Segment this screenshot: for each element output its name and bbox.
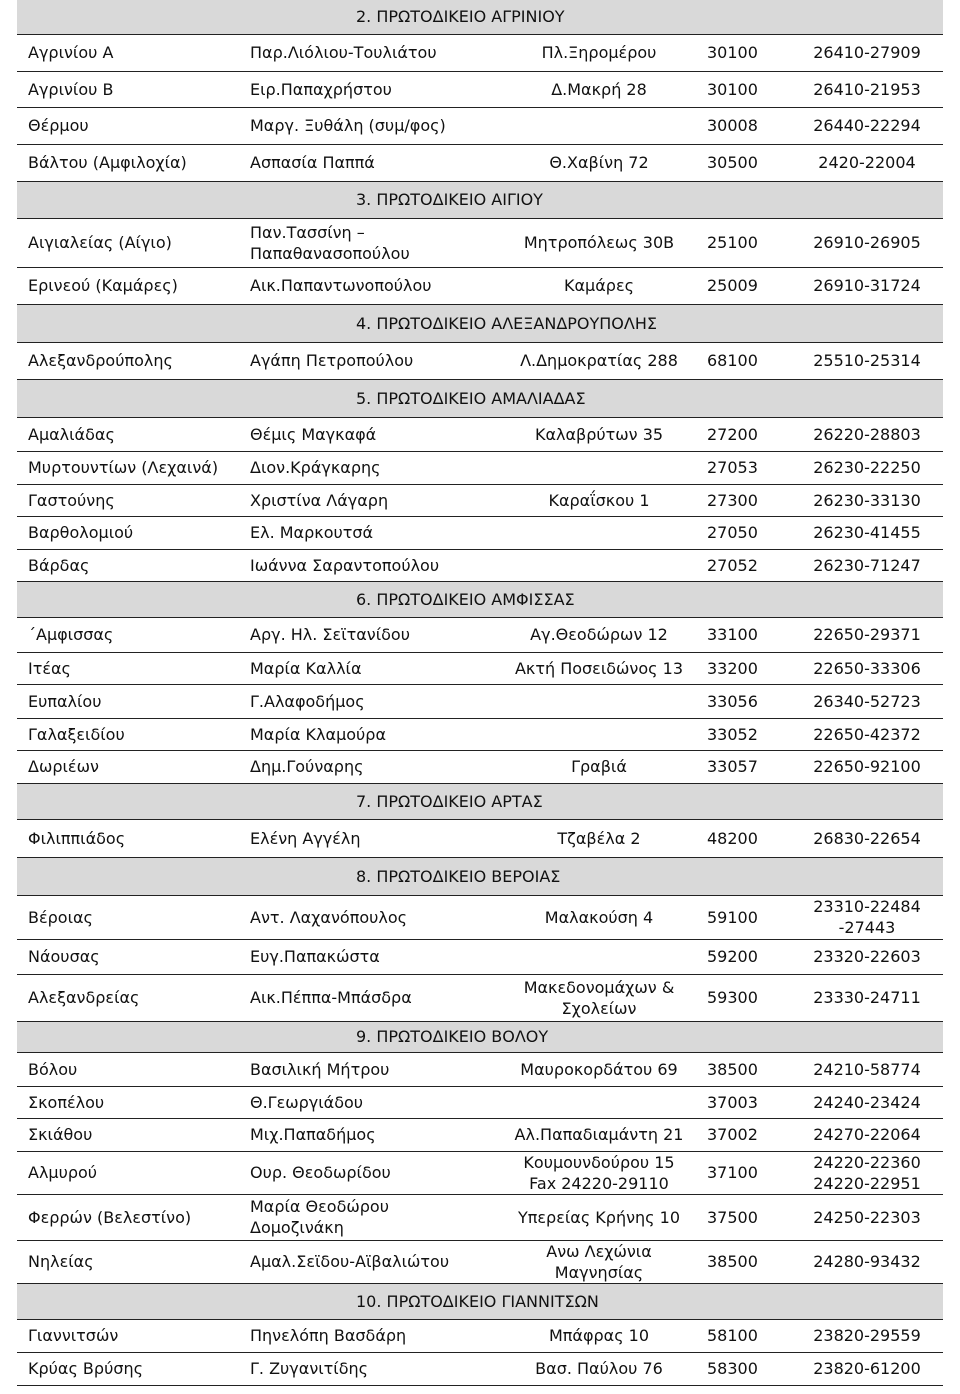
court-section-title: 8. ΠΡΩΤΟΔΙΚΕΙΟ ΒΕΡΟΙΑΣ [17, 857, 943, 895]
name-cell: Μαργ. Ξυθάλη (συμ/φος) [239, 107, 499, 144]
address-cell: Καλαβρύτων 35 [499, 417, 699, 451]
name-cell: Αργ. Ηλ. Σεϊτανίδου [239, 617, 499, 652]
phone-cell: 23820-29559 [791, 1319, 943, 1352]
name-cell: Γ. Ζυγανιτίδης [239, 1352, 499, 1385]
address-cell: Λ.Δημοκρατίας 288 [499, 342, 699, 379]
table-row [17, 267, 943, 304]
office-cell: Βόλου [17, 1052, 239, 1086]
name-cell: Αγάπη Πετροπούλου [239, 342, 499, 379]
address-cell: Δ.Μακρή 28 [499, 71, 699, 107]
court-section-title: 2. ΠΡΩΤΟΔΙΚΕΙΟ ΑΓΡΙΝΙΟΥ [17, 0, 943, 34]
zip-cell: 30100 [699, 71, 791, 107]
address-cell: Πλ.Ξηρομέρου [499, 34, 699, 71]
name-cell: Μαρία Θεοδώρου Δομοζινάκη [239, 1194, 499, 1240]
table-row [17, 484, 943, 516]
phone-cell: 26830-22654 [791, 819, 943, 857]
office-cell: Γαλαξειδίου [17, 718, 239, 750]
court-section-title: 3. ΠΡΩΤΟΔΙΚΕΙΟ ΑΙΓΙΟΥ [17, 181, 943, 218]
phone-cell: 26910-26905 [791, 218, 943, 267]
phone-cell: 22650-33306 [791, 652, 943, 684]
address-cell: Καραΐσκου 1 [499, 484, 699, 516]
name-cell: Ελένη Αγγέλη [239, 819, 499, 857]
phone-cell: 26910-31724 [791, 267, 943, 304]
address-cell [499, 549, 699, 581]
address-cell: Τζαβέλα 2 [499, 819, 699, 857]
table-row [17, 1118, 943, 1151]
office-cell: Αμαλιάδας [17, 417, 239, 451]
court-directory [17, 0, 943, 1386]
table-row [17, 107, 943, 144]
name-cell: Διον.Κράγκαρης [239, 451, 499, 484]
table-row [17, 516, 943, 549]
name-cell: Αντ. Λαχανόπουλος [239, 895, 499, 939]
name-cell: Μαρία Καλλία [239, 652, 499, 684]
zip-cell: 30500 [699, 144, 791, 181]
table-row [17, 1194, 943, 1240]
phone-cell: 26340-52723 [791, 684, 943, 718]
table-row [17, 1240, 943, 1283]
zip-cell: 37002 [699, 1118, 791, 1151]
court-section-header [17, 304, 943, 342]
phone-cell: 24280-93432 [791, 1240, 943, 1283]
zip-cell: 59300 [699, 974, 791, 1021]
zip-cell: 33100 [699, 617, 791, 652]
phone-cell: 26410-21953 [791, 71, 943, 107]
zip-cell: 48200 [699, 819, 791, 857]
address-cell: Ανω Λεχώνια Μαγνησίας [499, 1240, 699, 1283]
court-section-header [17, 181, 943, 218]
table-row [17, 1052, 943, 1086]
phone-cell: 24270-22064 [791, 1118, 943, 1151]
zip-cell: 38500 [699, 1240, 791, 1283]
table-row [17, 819, 943, 857]
zip-cell: 59100 [699, 895, 791, 939]
office-cell: Δωριέων [17, 750, 239, 783]
court-section-header [17, 783, 943, 819]
phone-cell: 22650-92100 [791, 750, 943, 783]
office-cell: Μυρτουντίων (Λεχαινά) [17, 451, 239, 484]
court-section-header [17, 1283, 943, 1319]
address-cell: Ακτή Ποσειδώνος 13 [499, 652, 699, 684]
name-cell: Ελ. Μαρκουτσά [239, 516, 499, 549]
office-cell: Ευπαλίου [17, 684, 239, 718]
office-cell: Σκοπέλου [17, 1086, 239, 1118]
phone-cell: 22650-42372 [791, 718, 943, 750]
address-cell: Καμάρες [499, 267, 699, 304]
address-cell: Θ.Χαβίνη 72 [499, 144, 699, 181]
phone-cell: 23330-24711 [791, 974, 943, 1021]
office-cell: Ερινεού (Καμάρες) [17, 267, 239, 304]
zip-cell: 37100 [699, 1151, 791, 1194]
table-row [17, 549, 943, 581]
table-row [17, 684, 943, 718]
address-cell [499, 451, 699, 484]
name-cell: Ουρ. Θεοδωρίδου [239, 1151, 499, 1194]
name-cell: Μαρία Κλαμούρα [239, 718, 499, 750]
name-cell: Παν.Τασσίνη – Παπαθανασοπούλου [239, 218, 499, 267]
phone-cell: 24210-58774 [791, 1052, 943, 1086]
zip-cell: 37003 [699, 1086, 791, 1118]
zip-cell: 30008 [699, 107, 791, 144]
address-cell: Κουμουνδούρου 15 Fax 24220-29110 [499, 1151, 699, 1194]
address-cell: Μητροπόλεως 30Β [499, 218, 699, 267]
table-row [17, 451, 943, 484]
court-section-header [17, 581, 943, 617]
name-cell: Ιωάννα Σαραντοπούλου [239, 549, 499, 581]
phone-cell: 26230-41455 [791, 516, 943, 549]
zip-cell: 30100 [699, 34, 791, 71]
phone-cell: 26230-33130 [791, 484, 943, 516]
name-cell: Χριστίνα Λάγαρη [239, 484, 499, 516]
table-row [17, 895, 943, 939]
office-cell: Βέροιας [17, 895, 239, 939]
name-cell: Δημ.Γούναρης [239, 750, 499, 783]
address-cell: Μακεδονομάχων & Σχολείων [499, 974, 699, 1021]
office-cell: ΄Αμφισσας [17, 617, 239, 652]
zip-cell: 27050 [699, 516, 791, 549]
phone-cell: 26440-22294 [791, 107, 943, 144]
table-row [17, 652, 943, 684]
table-row [17, 342, 943, 379]
office-cell: Αιγιαλείας (Αίγιο) [17, 218, 239, 267]
court-section-title: 6. ΠΡΩΤΟΔΙΚΕΙΟ ΑΜΦΙΣΣΑΣ [17, 581, 943, 617]
phone-cell: 26410-27909 [791, 34, 943, 71]
table-row [17, 750, 943, 783]
zip-cell: 38500 [699, 1052, 791, 1086]
address-cell: Αγ.Θεοδώρων 12 [499, 617, 699, 652]
zip-cell: 33056 [699, 684, 791, 718]
name-cell: Ευγ.Παπακώστα [239, 939, 499, 974]
name-cell: Μιχ.Παπαδήμος [239, 1118, 499, 1151]
name-cell: Γ.Αλαφοδήμος [239, 684, 499, 718]
table-row [17, 974, 943, 1021]
zip-cell: 25009 [699, 267, 791, 304]
office-cell: Σκιάθου [17, 1118, 239, 1151]
phone-cell: 2420-22004 [791, 144, 943, 181]
table-row [17, 71, 943, 107]
phone-cell: 22650-29371 [791, 617, 943, 652]
court-section-header [17, 379, 943, 417]
office-cell: Αλεξανδρείας [17, 974, 239, 1021]
office-cell: Ιτέας [17, 652, 239, 684]
name-cell: Αμαλ.Σεϊδου-Αϊβαλιώτου [239, 1240, 499, 1283]
zip-cell: 59200 [699, 939, 791, 974]
zip-cell: 68100 [699, 342, 791, 379]
office-cell: Γαστούνης [17, 484, 239, 516]
office-cell: Νηλείας [17, 1240, 239, 1283]
name-cell: Θέμις Μαγκαφά [239, 417, 499, 451]
court-table-body [17, 0, 943, 1385]
name-cell: Ειρ.Παπαχρήστου [239, 71, 499, 107]
office-cell: Βάλτου (Αμφιλοχία) [17, 144, 239, 181]
phone-cell: 24240-23424 [791, 1086, 943, 1118]
table-row [17, 34, 943, 71]
address-cell [499, 718, 699, 750]
address-cell [499, 516, 699, 549]
phone-cell: 23320-22603 [791, 939, 943, 974]
court-section-title: 9. ΠΡΩΤΟΔΙΚΕΙΟ ΒΟΛΟΥ [17, 1021, 943, 1052]
office-cell: Βάρδας [17, 549, 239, 581]
address-cell [499, 107, 699, 144]
office-cell: Νάουσας [17, 939, 239, 974]
court-section-header [17, 0, 943, 34]
office-cell: Φιλιππιάδος [17, 819, 239, 857]
court-table [17, 0, 943, 1386]
name-cell: Αικ.Παπαντωνοπούλου [239, 267, 499, 304]
zip-cell: 27200 [699, 417, 791, 451]
phone-cell: 23820-61200 [791, 1352, 943, 1385]
phone-cell: 26220-28803 [791, 417, 943, 451]
office-cell: Βαρθολομιού [17, 516, 239, 549]
court-section-title: 5. ΠΡΩΤΟΔΙΚΕΙΟ ΑΜΑΛΙΑΔΑΣ [17, 379, 943, 417]
zip-cell: 58100 [699, 1319, 791, 1352]
zip-cell: 25100 [699, 218, 791, 267]
table-row [17, 1086, 943, 1118]
table-row [17, 144, 943, 181]
address-cell: Βασ. Παύλου 76 [499, 1352, 699, 1385]
office-cell: Αγρινίου Β [17, 71, 239, 107]
court-section-title: 4. ΠΡΩΤΟΔΙΚΕΙΟ ΑΛΕΞΑΝΔΡΟΥΠΟΛΗΣ [17, 304, 943, 342]
table-row [17, 1319, 943, 1352]
name-cell: Πηνελόπη Βασδάρη [239, 1319, 499, 1352]
name-cell: Θ.Γεωργιάδου [239, 1086, 499, 1118]
table-row [17, 1352, 943, 1385]
zip-cell: 37500 [699, 1194, 791, 1240]
zip-cell: 33200 [699, 652, 791, 684]
office-cell: Αλεξανδρούπολης [17, 342, 239, 379]
phone-cell: 26230-22250 [791, 451, 943, 484]
phone-cell: 24220-22360 24220-22951 [791, 1151, 943, 1194]
office-cell: Γιαννιτσών [17, 1319, 239, 1352]
office-cell: Κρύας Βρύσης [17, 1352, 239, 1385]
office-cell: Φερρών (Βελεστίνο) [17, 1194, 239, 1240]
phone-cell: 25510-25314 [791, 342, 943, 379]
address-cell: Γραβιά [499, 750, 699, 783]
office-cell: Αλμυρού [17, 1151, 239, 1194]
name-cell: Αικ.Πέππα-Μπάσδρα [239, 974, 499, 1021]
court-section-header [17, 1021, 943, 1052]
table-row [17, 417, 943, 451]
address-cell: Μπάφρας 10 [499, 1319, 699, 1352]
table-row [17, 218, 943, 267]
name-cell: Βασιλική Μήτρου [239, 1052, 499, 1086]
court-section-title: 10. ΠΡΩΤΟΔΙΚΕΙΟ ΓΙΑΝΝΙΤΣΩΝ [17, 1283, 943, 1319]
table-row [17, 718, 943, 750]
court-section-header [17, 857, 943, 895]
phone-cell: 23310-22484 -27443 [791, 895, 943, 939]
address-cell: Μαλακούση 4 [499, 895, 699, 939]
table-row [17, 939, 943, 974]
office-cell: Αγρινίου Α [17, 34, 239, 71]
name-cell: Ασπασία Παππά [239, 144, 499, 181]
zip-cell: 58300 [699, 1352, 791, 1385]
address-cell [499, 1086, 699, 1118]
phone-cell: 26230-71247 [791, 549, 943, 581]
table-row [17, 1151, 943, 1194]
address-cell [499, 939, 699, 974]
office-cell: Θέρμου [17, 107, 239, 144]
zip-cell: 33052 [699, 718, 791, 750]
court-section-title: 7. ΠΡΩΤΟΔΙΚΕΙΟ ΑΡΤΑΣ [17, 783, 943, 819]
name-cell: Παρ.Λιόλιου-Τουλιάτου [239, 34, 499, 71]
address-cell: Αλ.Παπαδιαμάντη 21 [499, 1118, 699, 1151]
address-cell: Μαυροκορδάτου 69 [499, 1052, 699, 1086]
zip-cell: 27300 [699, 484, 791, 516]
zip-cell: 27053 [699, 451, 791, 484]
address-cell: Υπερείας Κρήνης 10 [499, 1194, 699, 1240]
table-row [17, 617, 943, 652]
phone-cell: 24250-22303 [791, 1194, 943, 1240]
address-cell [499, 684, 699, 718]
zip-cell: 27052 [699, 549, 791, 581]
zip-cell: 33057 [699, 750, 791, 783]
